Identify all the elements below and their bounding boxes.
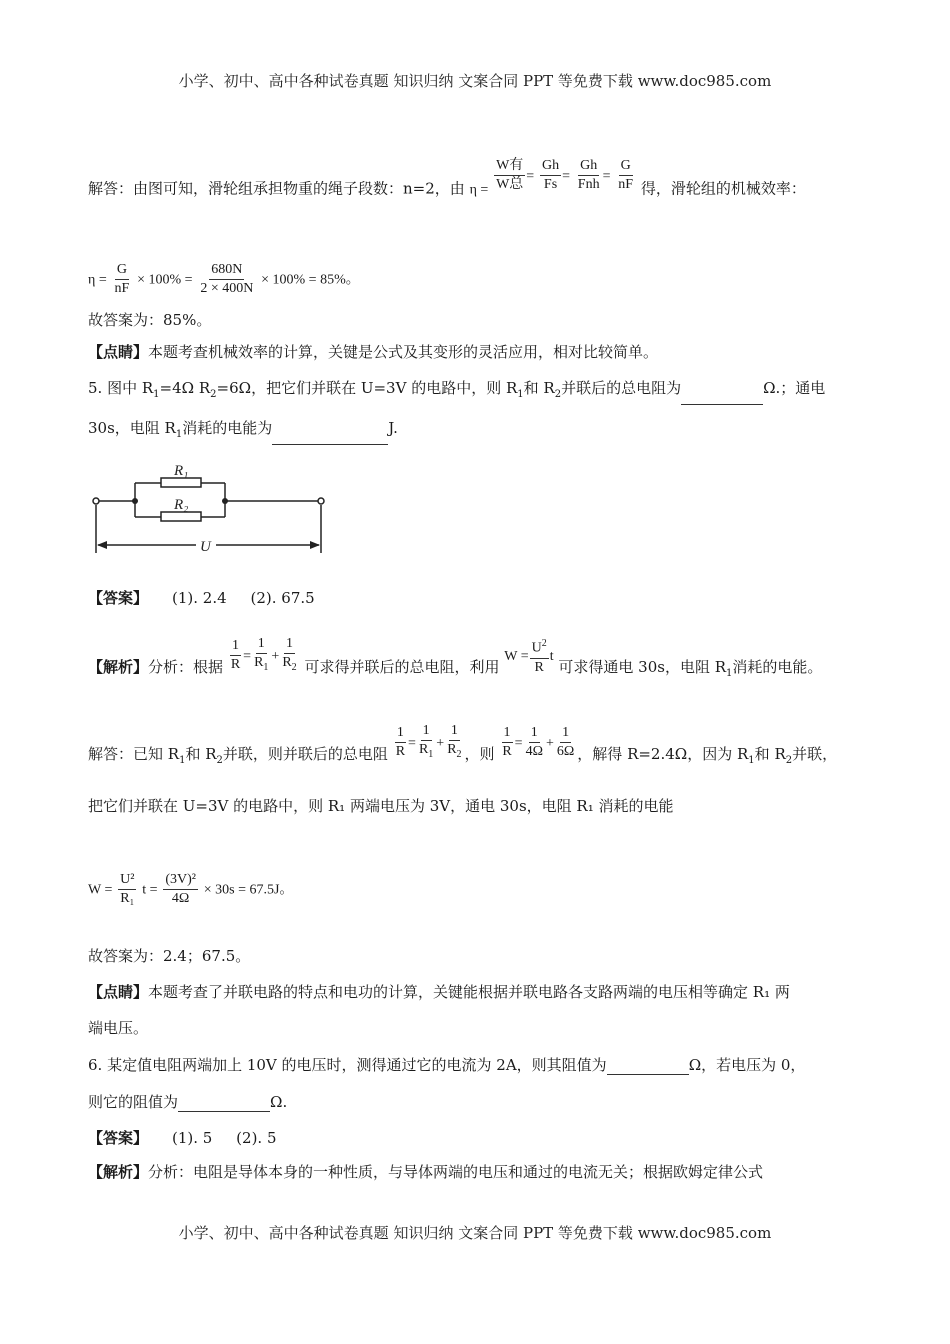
answer-5: 【答案】 (1). 2.4 (2). 67.5 — [88, 589, 315, 607]
comment-5: 【点睛】本题考查了并联电路的特点和电功的计算，关键能根据并联电路各支路两端的电压相等确定 R₁ 两 — [88, 983, 790, 1001]
efficiency-equation: η = $\frac{G}{nF}$ × 100% = $\frac{680N}{2 \times 400N}$ × 100% = 85%。 — [88, 262, 360, 296]
fraction: $\frac{G}{nF}$ — [618, 158, 634, 192]
solution-5-line-2: 把它们并联在 U=3V 的电路中，则 R₁ 两端电压为 3V，通电 30s，电阻 R₁ 消耗的电能 — [88, 797, 674, 815]
comment-line: 【点睛】本题考查机械效率的计算，关键是公式及其变形的灵活应用，相对比较简单。 — [88, 343, 659, 361]
fraction: $\frac{\text{W有}}{\text{W总}}$ — [496, 158, 524, 192]
analysis-5: 【解析】分析：根据 $\frac{1}{R}$ = $\frac{1}{R_1}$ + $\frac{1}{R_2}$ 可求得并联后的总电阻，利用 W = $\frac{U^2}{R}$ t 可求得通电 30s，电阻 $R_1$消耗的电能。 — [88, 636, 823, 679]
parallel-circuit-diagram — [88, 465, 338, 560]
answer-line: 故答案为：85%。 — [88, 311, 212, 329]
text: 得，滑轮组的机械效率： — [640, 179, 806, 198]
analysis-6: 【解析】分析：电阻是导体本身的一种性质，与导体两端的电压和通过的电流无关；根据欧姆定律公式 — [88, 1163, 764, 1181]
u-label: U — [200, 539, 211, 555]
question-6: 6. 某定值电阻两端加上 10V 的电压时，测得通过它的电流为 2A，则其阻值为 Ω，若电压为 0， — [88, 1056, 806, 1074]
question-5: 5. 图中 $R_1=4\Omega$ $R_2=6\Omega$，把它们并联在 U=3V 的电路中，则 $R_1$和 $R_2$并联后的总电阻为 Ω.；通电 — [88, 378, 825, 405]
question-5-line-2: 30s，电阻 $R_1$消耗的电能为 J. — [88, 418, 398, 445]
solution-line-1: 解答：由图可知，滑轮组承担物重的绳子段数：n=2，由 η = $\frac{\text{W有}}{\text{W总}}$ = $\frac{Gh}{Fs}$ = $\frac{Gh}{\text{Fnh}}$ = $\frac{G}{nF}$ 得，滑轮组的机械效率： — [88, 158, 806, 198]
answer-6: 【答案】 (1). 5 (2). 5 — [88, 1129, 277, 1147]
page-footer: 小学、初中、高中各种试卷真题 知识归纳 文案合同 PPT 等免费下载 www.doc985.com — [178, 1224, 772, 1242]
answer-blank[interactable] — [272, 428, 388, 445]
solution-5: 解答：已知 $R_1$和 $R_2$并联，则并联后的总电阻 $\frac{1}{R}$ = $\frac{1}{R_1}$ + $\frac{1}{R_2}$ ，则 $\frac{1}{R}$ = $\frac{1}{4\Omega}$ + $\frac{1}{6\Omega}$ ，解得 R=2.4Ω，因为 $R_1$和 $R_2$并联， — [88, 723, 838, 766]
text: 解答：由图可知，滑轮组承担物重的绳子段数：n=2，由 — [88, 179, 465, 198]
answer-blank[interactable] — [607, 1058, 689, 1075]
page-header: 小学、初中、高中各种试卷真题 知识归纳 文案合同 PPT 等免费下载 www.doc985.com — [178, 72, 772, 90]
r2-label: R₂ — [174, 497, 189, 513]
energy-equation: W = $\frac{\text{U²}}{\text{R₁}}$ t = $\frac{\text{(3V)²}}{4\Omega}$ × 30s = 67.5J。 — [88, 872, 294, 906]
answer-line-5: 故答案为：2.4；67.5。 — [88, 947, 251, 965]
comment-5-line-2: 端电压。 — [88, 1019, 149, 1037]
fraction: $\frac{Gh}{\text{Fnh}}$ — [577, 158, 600, 192]
eta: η = — [469, 182, 489, 198]
question-6-line-2: 则它的阻值为 Ω. — [88, 1093, 288, 1111]
fraction: $\frac{Gh}{Fs}$ — [541, 158, 560, 192]
r1-label: R₁ — [174, 465, 189, 479]
answer-blank[interactable] — [681, 388, 763, 405]
answer-blank[interactable] — [178, 1095, 270, 1112]
